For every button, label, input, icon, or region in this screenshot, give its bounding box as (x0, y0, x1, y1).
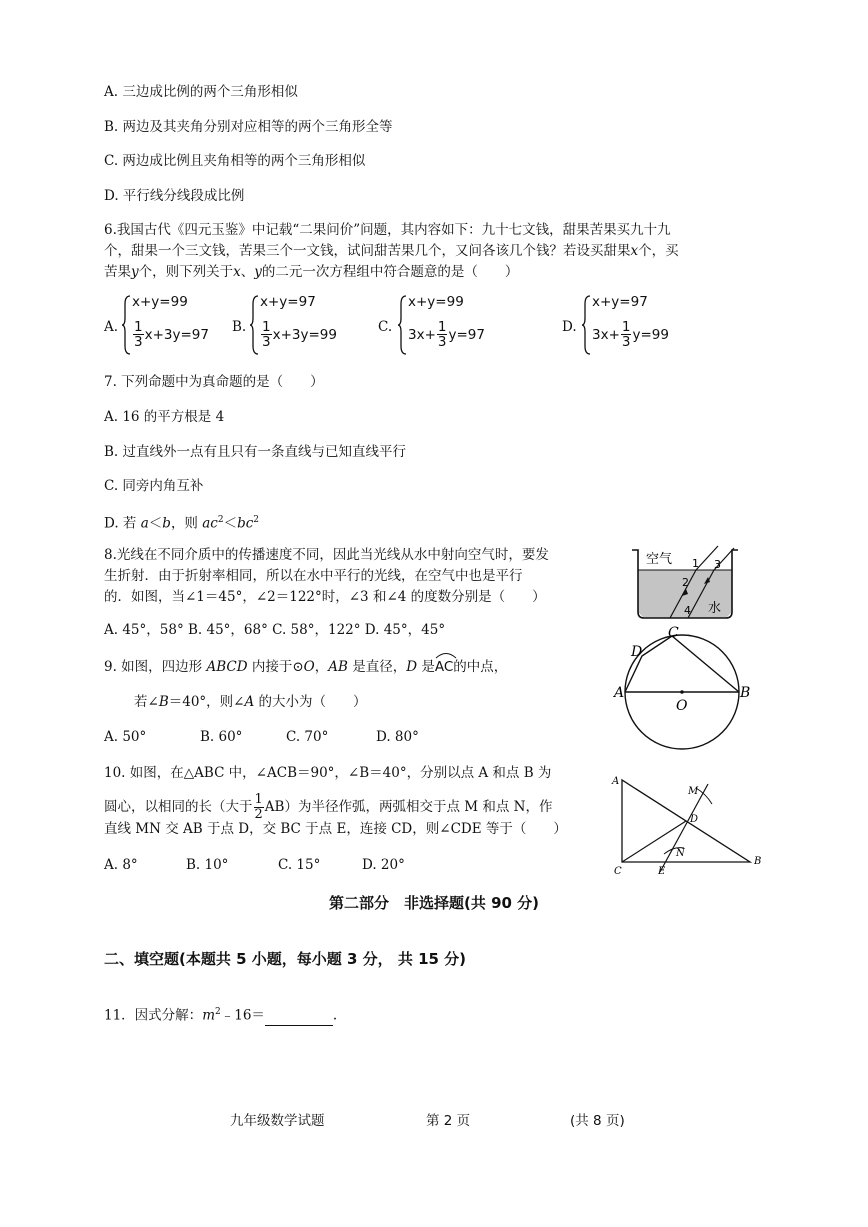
q9-stem-line1: 9. 如图，四边形 ABCD 内接于⊙O，AB 是直径，D 是 AC的中点， (104, 657, 507, 677)
q9-option-d: D. 80° (376, 729, 419, 745)
q6-option-a-label: A. (104, 319, 119, 335)
q6-option-d-system (582, 294, 702, 354)
q8-options: A. 45°，58° B. 45°，68° C. 58°，122° D. 45°，45° (104, 622, 446, 638)
q5-option-c: C. 两边成比例且夹角相等的两个三角形相似 (104, 153, 366, 169)
q7-option-c: C. 同旁内角互补 (104, 478, 204, 494)
equation-2: 3x+ $\frac{1}{3}$ y=99 (592, 319, 669, 350)
label-m: M (688, 786, 699, 797)
brace-icon (250, 294, 260, 356)
q5-option-b: B. 两边及其夹角分别对应相等的两个三角形全等 (104, 119, 393, 135)
arc-notation: AC (435, 657, 453, 677)
equation-1: x+y=99 (408, 294, 464, 310)
label-b: B (740, 685, 751, 701)
footer-page: 第 2 页 (426, 1113, 471, 1129)
label-air: 空气 (646, 552, 673, 567)
q10-option-b: B. 10° (186, 857, 229, 873)
footer-total: (共 8 页) (570, 1113, 625, 1129)
brace-icon (582, 294, 592, 356)
section2-title: 二、填空题(本题共 5 小题，每小题 3 分， 共 15 分) (104, 950, 467, 968)
q11-stem: 11．因式分解：$m^2﹣16=$ . (104, 1007, 338, 1024)
label-water: 水 (708, 601, 722, 616)
q10-stem-line3: 直线 MN 交 AB 于点 D，交 BC 于点 E，连接 CD，则∠CDE 等于（ ） (104, 821, 567, 837)
part2-title: 第二部分 非选择题(共 90 分) (328, 894, 540, 912)
q10-figure-triangle (610, 772, 770, 880)
q10-option-c: C. 15° (278, 857, 321, 873)
label-d: D (631, 644, 643, 660)
q9-stem-line2: 若∠B＝40°，则∠A 的大小为（ ） (134, 694, 367, 710)
q8-stem-line1: 8.光线在不同介质中的传播速度不同，因此当光线从水中射向空气时，要发 (104, 547, 549, 563)
q9-option-a: A. 50° (104, 729, 147, 745)
brace-icon (398, 294, 408, 356)
fraction: $\frac{1}{3}$ (437, 319, 447, 350)
angle-label-4: 4 (684, 604, 691, 617)
q7-option-b: B. 过直线外一点有且只有一条直线与已知直线平行 (104, 444, 407, 460)
angle-label-2: 2 (682, 576, 689, 589)
footer-subject: 九年级数学试题 (230, 1113, 325, 1129)
q8-stem-line3: 的．如图，当∠1＝45°，∠2＝122°时，∠3 和∠4 的度数分别是（ ） (104, 589, 546, 605)
q6-option-c-label: C. (378, 319, 393, 335)
brace-icon (122, 294, 132, 356)
q6-option-b-label: B. (232, 319, 247, 335)
angle-label-3: 3 (714, 558, 721, 571)
label-c: C (614, 866, 622, 877)
q9-figure-circle (612, 626, 762, 752)
label-n: N (676, 848, 685, 859)
label-d: D (690, 814, 699, 825)
q6-stem-line3: 苦果y个，则下列关于x、y的二元一次方程组中符合题意的是（ ） (104, 264, 519, 280)
equation-2: $\frac{1}{3}$ x+3y=97 (134, 319, 209, 350)
q10-stem-line1: 10. 如图，在△ABC 中，∠ACB＝90°，∠B＝40°，分别以点 A 和点 B 为 (104, 765, 552, 781)
equation-2: $\frac{1}{3}$ x+3y=99 (262, 319, 337, 350)
label-c: C (668, 626, 679, 641)
q6-option-a-system (122, 294, 232, 354)
label-e: E (658, 866, 666, 877)
fraction: $\frac{1}{3}$ (621, 319, 631, 350)
fraction-one-half: $\frac{1}{2}$ (254, 791, 263, 822)
arc-icon (435, 651, 457, 659)
label-a: A (612, 776, 620, 787)
answer-blank[interactable] (265, 1011, 333, 1026)
label-b: B (754, 856, 762, 867)
fraction: $\frac{1}{3}$ (262, 319, 271, 350)
q6-option-d-label: D. (562, 319, 577, 335)
q10-option-d: D. 20° (362, 857, 405, 873)
q9-option-c: C. 70° (286, 729, 329, 745)
q6-stem-line2: 个，甜果一个三文钱，苦果三个一文钱，试问甜苦果几个，又问各该几个钱？若设买甜果x个，买 (104, 243, 679, 259)
q6-option-c-system (398, 294, 518, 354)
fraction: $\frac{1}{3}$ (134, 319, 143, 350)
q7-option-a: A. 16 的平方根是 4 (104, 409, 225, 425)
q6-option-b-system (250, 294, 360, 354)
q8-stem-line2: 生折射．由于折射率相同，所以在水中平行的光线，在空气中也是平行 (104, 568, 523, 584)
q8-figure-container (630, 540, 742, 628)
q6-stem-line1: 6.我国古代《四元玉鉴》中记载“二果问价”问题，其内容如下：九十七文钱，甜果苦果买九十九 (104, 222, 671, 238)
equation-1: x+y=97 (260, 294, 316, 310)
equation-1: x+y=97 (592, 294, 648, 310)
q9-option-b: B. 60° (200, 729, 243, 745)
equation-2: 3x+ $\frac{1}{3}$ y=97 (408, 319, 485, 350)
angle-label-1: 1 (692, 557, 699, 570)
label-a: A (614, 685, 625, 701)
q5-option-d: D. 平行线分线段成比例 (104, 188, 245, 204)
q5-option-a: A. 三边成比例的两个三角形相似 (104, 84, 298, 100)
q10-stem-line2: 圆心，以相同的长（大于 $\frac{1}{2}$ AB）为半径作弧，两弧相交于点 M 和点 N，作 (104, 791, 553, 822)
q7-stem: 7. 下列命题中为真命题的是（ ） (104, 374, 324, 390)
center-point (680, 690, 684, 694)
q7-option-d: D. 若 a＜b，则 $ac^2<bc^2$ (104, 515, 260, 532)
q10-option-a: A. 8° (104, 857, 138, 873)
equation-1: x+y=99 (132, 294, 188, 310)
label-o: O (676, 698, 688, 714)
